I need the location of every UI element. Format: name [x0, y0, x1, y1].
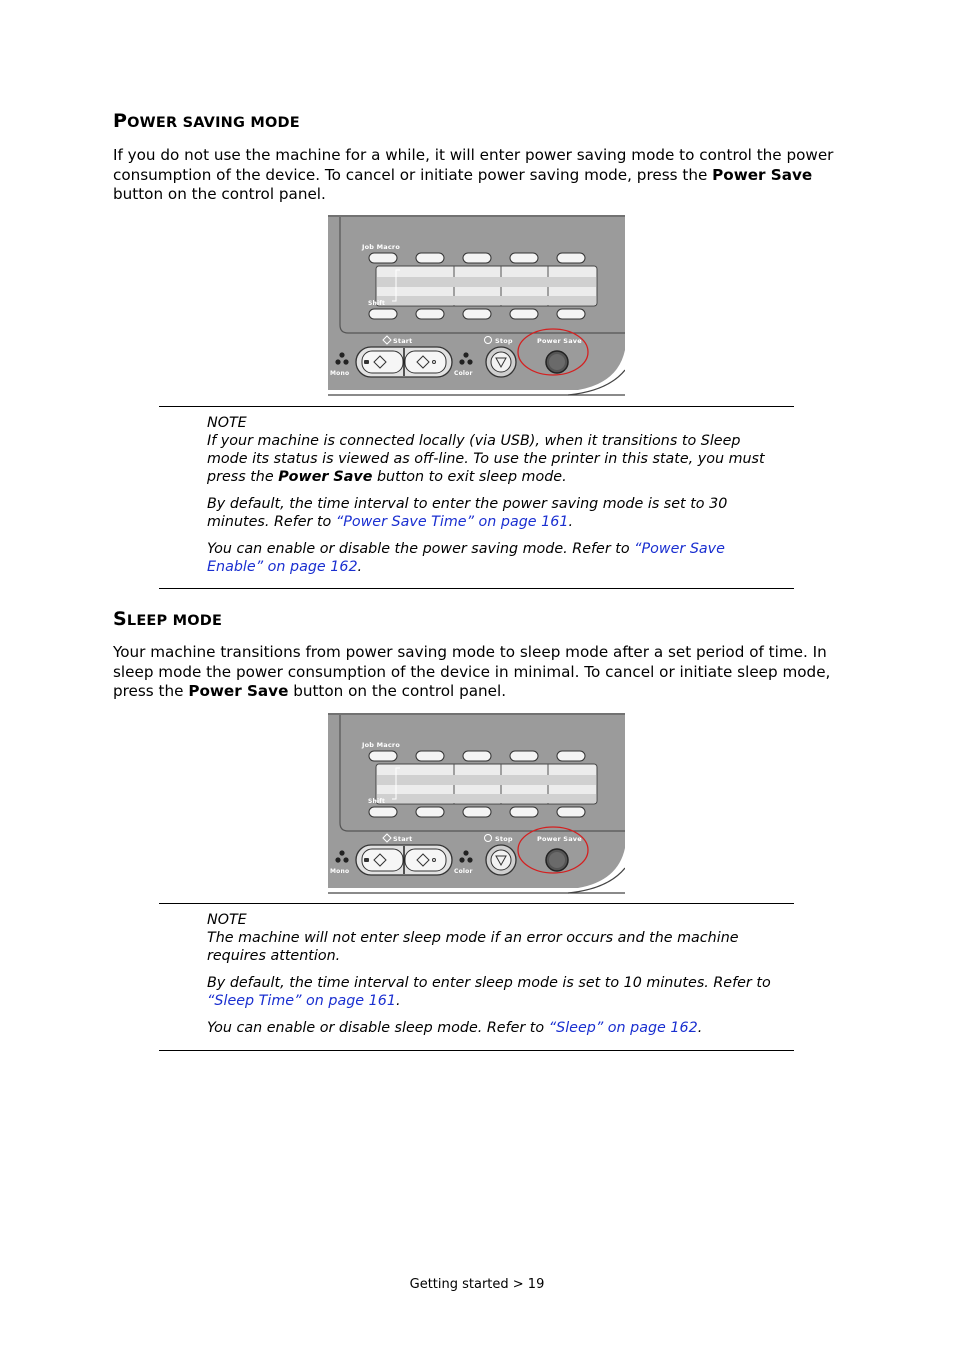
note-paragraph: [207, 495, 782, 531]
power-save-bold: Power Save: [712, 165, 813, 184]
text: By default, the time interval to enter the power saving mode is set to 30 minutes. Refer to: [207, 496, 728, 530]
text: Your machine transitions from power saving mode to sleep mode after a set period of time. In sleep mode the power consumption of the device in minimal. To cancel or initiate sleep mode, press the: [113, 643, 831, 700]
macro-button-bottom: [416, 807, 444, 817]
start-label: Start: [393, 337, 413, 345]
link-sleep[interactable]: “Sleep” on page 162: [548, 1020, 698, 1036]
macro-button-bottom: [416, 309, 444, 319]
macro-button-top: [369, 751, 397, 761]
color-led: [467, 359, 472, 364]
control-panel-image-2: [328, 713, 625, 894]
mono-led: [343, 359, 348, 364]
heading-rest: OWER SAVING MODE: [127, 115, 300, 131]
text: .: [568, 514, 573, 530]
color-led: [467, 857, 472, 862]
stop-button: [491, 352, 511, 372]
macro-button-bottom: [557, 807, 585, 817]
link-sleep-time[interactable]: “Sleep Time” on page 161: [207, 993, 396, 1009]
mono-label: Mono: [330, 868, 350, 875]
page-footer: Getting started > 19: [409, 1277, 545, 1292]
macro-button-top: [369, 253, 397, 263]
stop-label: Stop: [495, 835, 513, 843]
start-mono-indicator: [364, 858, 369, 862]
macro-button-top: [463, 751, 491, 761]
control-panel-image-1: [328, 215, 625, 396]
strip-shade: [377, 296, 596, 305]
text: button to exit sleep mode.: [372, 469, 567, 485]
note-paragraph: [207, 540, 782, 576]
start-color-button: [405, 351, 446, 373]
macro-button-bottom: [463, 807, 491, 817]
text: You can enable or disable sleep mode. Refer to: [207, 1020, 549, 1036]
text: button on the control panel.: [113, 185, 326, 203]
mono-led: [335, 857, 340, 862]
note-sleep: [207, 911, 782, 1046]
macro-button-bottom: [369, 807, 397, 817]
power-saving-paragraph: [113, 146, 848, 205]
note-label: NOTE: [207, 415, 247, 431]
macro-button-bottom: [510, 309, 538, 319]
power-save-bold: Power Save: [278, 469, 373, 485]
power-save-button-face: [549, 354, 565, 370]
power-save-button-face: [549, 852, 565, 868]
power-save-label: Power Save: [537, 835, 582, 843]
note-rule-bottom: [159, 588, 794, 589]
macro-button-top: [557, 253, 585, 263]
text: .: [395, 993, 401, 1009]
macro-button-bottom: [557, 309, 585, 319]
section-heading-power-saving: [113, 110, 300, 132]
color-led: [459, 359, 464, 364]
power-save-bold: Power Save: [188, 682, 289, 700]
link-power-save-enable[interactable]: “Power Save Enable” on page 162: [207, 541, 725, 575]
stop-button: [491, 850, 511, 870]
color-led: [463, 352, 468, 357]
text: .: [357, 559, 363, 575]
mono-led: [339, 352, 344, 357]
macro-button-top: [416, 253, 444, 263]
start-color-button: [405, 849, 446, 871]
color-label: Color: [454, 868, 473, 875]
mono-led: [343, 857, 348, 862]
job-macro-label: Job Macro: [362, 741, 400, 749]
note-paragraph: [207, 974, 782, 1010]
mono-led: [335, 359, 340, 364]
heading-initial: S: [113, 608, 127, 630]
note-power-saving: [207, 414, 782, 585]
strip-shade: [377, 775, 596, 785]
strip-shade: [377, 277, 596, 287]
note-paragraph: The machine will not enter sleep mode if an error occurs and the machine requires attention.: [207, 930, 739, 964]
note-paragraph: [207, 432, 782, 486]
macro-button-top: [557, 751, 585, 761]
strip-shade: [377, 794, 596, 803]
heading-initial: P: [113, 110, 128, 132]
mono-led: [339, 850, 344, 855]
macro-button-top: [510, 253, 538, 263]
text: You can enable or disable the power saving mode. Refer to: [207, 541, 635, 557]
macro-button-top: [416, 751, 444, 761]
start-mono-indicator: [364, 360, 369, 364]
link-power-save-time[interactable]: “Power Save Time” on page 161: [335, 514, 569, 530]
macro-button-bottom: [369, 309, 397, 319]
color-led: [459, 857, 464, 862]
note-label: NOTE: [207, 912, 247, 928]
note-rule-bottom: [159, 1050, 794, 1051]
note-rule-top: [159, 903, 794, 904]
section-heading-sleep: [113, 608, 222, 630]
sleep-paragraph: [113, 643, 848, 702]
power-save-label: Power Save: [537, 337, 582, 345]
start-label: Start: [393, 835, 413, 843]
note-paragraph: [207, 1019, 782, 1037]
shift-label: Shift: [368, 300, 386, 307]
text: By default, the time interval to enter sleep mode is set to 10 minutes. Refer to: [207, 975, 771, 991]
mono-label: Mono: [330, 370, 350, 377]
text: button on the control panel.: [288, 682, 507, 700]
macro-button-bottom: [510, 807, 538, 817]
note-rule-top: [159, 406, 794, 407]
macro-button-bottom: [463, 309, 491, 319]
text: If your machine is connected locally (via USB), when it transitions to Sleep mode its status is viewed as off-line. To use the printer in this state, you must press the: [207, 433, 765, 485]
text: If you do not use the machine for a while, it will enter power saving mode to control the power consumption of the device. To cancel or initiate power saving mode, press the: [113, 146, 834, 184]
stop-label: Stop: [495, 337, 513, 345]
macro-button-top: [463, 253, 491, 263]
color-led: [463, 850, 468, 855]
text: .: [697, 1020, 703, 1036]
job-macro-label: Job Macro: [362, 243, 400, 251]
macro-button-top: [510, 751, 538, 761]
heading-rest: LEEP MODE: [126, 613, 223, 629]
color-label: Color: [454, 370, 473, 377]
shift-label: Shift: [368, 798, 386, 805]
